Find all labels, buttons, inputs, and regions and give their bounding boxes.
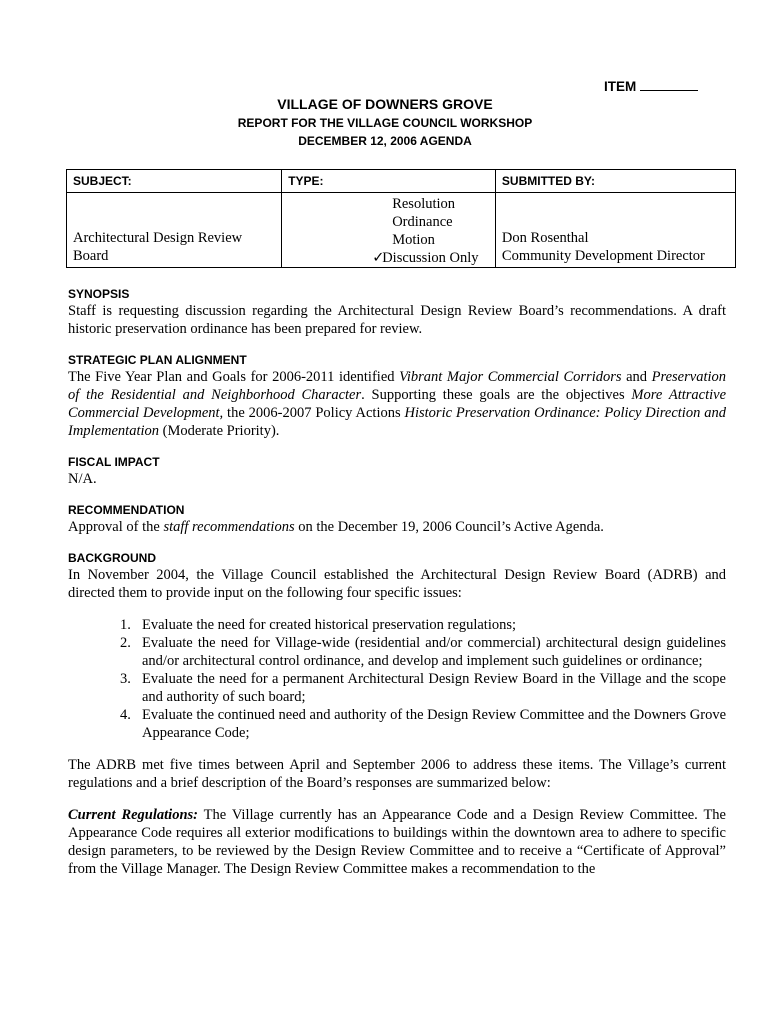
recommendation-heading: RECOMMENDATION bbox=[68, 503, 185, 517]
item-label: ITEM bbox=[604, 79, 637, 94]
background-heading: BACKGROUND bbox=[68, 551, 156, 565]
list-item: 3. Evaluate the need for a permanent Architectural Design Review Board in the Village and the scope and authority of such board; bbox=[120, 671, 726, 705]
list-item: 2. Evaluate the need for Village-wide (residential and/or commercial) architectural design guidelines and/or architectural control ordinance, and develop and implement such guidelines or ordinance; bbox=[120, 635, 726, 669]
fiscal-impact-heading: FISCAL IMPACT bbox=[68, 455, 160, 469]
background-summary: The ADRB met five times between April and September 2006 to address these items. The Village’s current regulations and a brief description of the Board’s responses are summarized below: bbox=[68, 757, 726, 791]
checkmark-icon: ✓ bbox=[372, 250, 385, 266]
recommendation-text: Approval of the staff recommendations on the December 19, 2006 Council’s Active Agenda. bbox=[68, 519, 604, 535]
item-number-field bbox=[604, 78, 698, 94]
fiscal-impact-text: N/A. bbox=[68, 471, 97, 487]
type-option-motion: Motion bbox=[392, 232, 435, 248]
report-body bbox=[68, 286, 726, 878]
type-header: TYPE: bbox=[282, 170, 496, 193]
subject-cell bbox=[67, 193, 282, 268]
list-item: 4. Evaluate the continued need and authority of the Design Review Committee and the Downers Grove Appearance Code; bbox=[120, 707, 726, 741]
type-option-resolution: Resolution bbox=[392, 196, 456, 212]
submitter-title: Community Development Director bbox=[501, 248, 705, 264]
report-header bbox=[0, 96, 770, 152]
background-intro: In November 2004, the Village Council established the Architectural Design Review Board (ADRB) and directed them to provide input on the following four specific issues: bbox=[68, 567, 726, 601]
type-option-discussion-only: ✓Discussion Only bbox=[372, 250, 479, 266]
org-title: VILLAGE OF DOWNERS GROVE bbox=[277, 96, 493, 112]
submitted-by-cell bbox=[495, 193, 735, 268]
submitted-by-header: SUBMITTED BY: bbox=[495, 170, 735, 193]
subject-table bbox=[66, 169, 736, 268]
type-option-ordinance: Ordinance bbox=[392, 214, 453, 230]
report-date: DECEMBER 12, 2006 AGENDA bbox=[298, 134, 472, 148]
current-regulations-text: Current Regulations: The Village currently has an Appearance Code and a Design Review Committee. The Appearance Code requires all exterior modifications to buildings within the downtown area to adhere to specific design parameters, to be reviewed by the Design Review Committee and to receive a “Certificate of Approval” from the Village Manager. The Design Review Committee makes a recommendation to the bbox=[68, 807, 726, 877]
type-cell bbox=[282, 193, 496, 268]
item-number-blank bbox=[640, 78, 698, 91]
issues-list bbox=[68, 616, 726, 742]
strategic-plan-heading: STRATEGIC PLAN ALIGNMENT bbox=[68, 353, 247, 367]
submitter-name: Don Rosenthal bbox=[501, 230, 589, 246]
list-item: 1. Evaluate the need for created historical preservation regulations; bbox=[120, 617, 517, 633]
subject-header: SUBJECT: bbox=[67, 170, 282, 193]
synopsis-heading: SYNOPSIS bbox=[68, 287, 130, 301]
current-regulations-label: Current Regulations: bbox=[68, 807, 198, 823]
synopsis-text: Staff is requesting discussion regarding the Architectural Design Review Board’s recommendations. A draft historic preservation ordinance has been prepared for review. bbox=[68, 303, 726, 337]
strategic-plan-text: The Five Year Plan and Goals for 2006-2011 identified Vibrant Major Commercial Corridors and Preservation of the Residential and Neighborhood Character. Supporting these goals are the objectives More Attractive Commercial Development, the 2006-2007 Policy Actions Historic Preservation Ordinance: Policy Direction and Implementation (Moderate Priority). bbox=[68, 369, 727, 439]
subject-line-2: Board bbox=[73, 248, 109, 264]
report-title: REPORT FOR THE VILLAGE COUNCIL WORKSHOP bbox=[237, 116, 533, 130]
subject-line-1: Architectural Design Review bbox=[73, 230, 243, 246]
